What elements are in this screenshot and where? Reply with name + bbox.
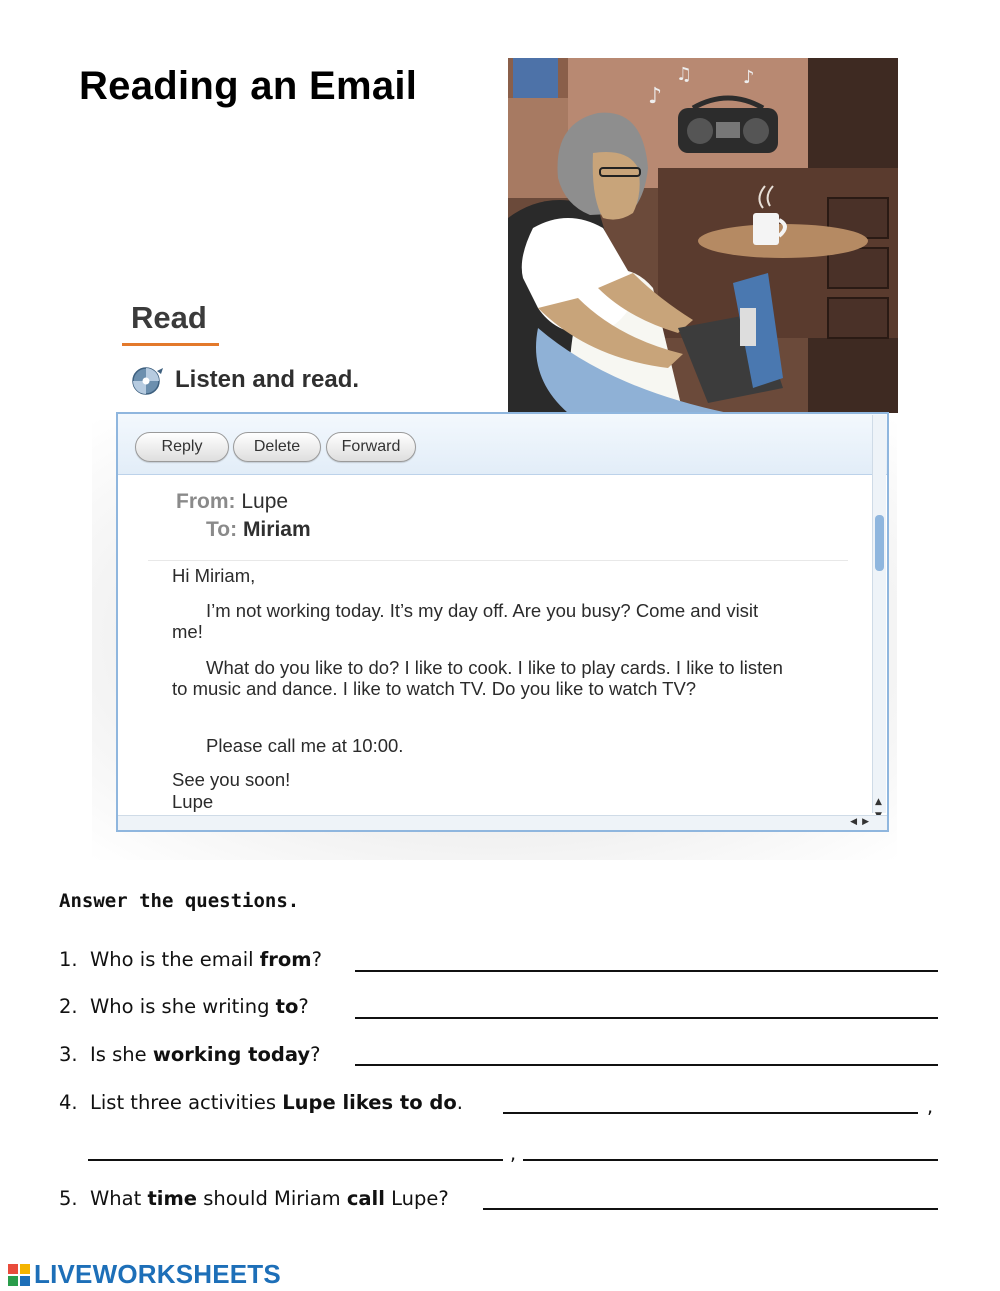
- question-end: ?: [311, 948, 322, 971]
- question-text: Is she: [90, 1043, 153, 1066]
- question-keyword: to: [275, 995, 299, 1018]
- listen-label: Listen and read.: [175, 366, 360, 393]
- audio-cd-icon[interactable]: [131, 365, 165, 395]
- answer-line-4a[interactable]: [503, 1112, 918, 1114]
- answer-line-4c[interactable]: [523, 1159, 938, 1161]
- email-paragraph-1: I’m not working today. It’s my day off. Are you busy? Come and visit me!: [172, 600, 759, 642]
- question-keyword: from: [259, 948, 312, 971]
- question-3: [59, 1043, 320, 1066]
- question-5: [59, 1187, 449, 1210]
- scroll-right-arrow-icon[interactable]: ▶: [862, 817, 869, 827]
- email-closing: See you soon!: [172, 769, 291, 790]
- brand-name: LIVEWORKSHEETS: [34, 1259, 281, 1289]
- question-4: [59, 1091, 463, 1114]
- question-number: 3.: [59, 1043, 78, 1066]
- question-number: 1.: [59, 948, 78, 971]
- heading-underline: [122, 343, 219, 346]
- header-divider: [148, 560, 848, 561]
- svg-text:♪: ♪: [743, 67, 755, 88]
- answer-line-2[interactable]: [355, 1017, 938, 1019]
- question-end: ?: [298, 995, 309, 1018]
- answer-line-3[interactable]: [355, 1064, 938, 1066]
- question-1: [59, 948, 322, 971]
- vertical-scrollbar[interactable]: [872, 415, 886, 813]
- read-heading: Read: [131, 300, 207, 335]
- email-greeting: Hi Miriam,: [172, 565, 256, 586]
- liveworksheets-icon: [8, 1264, 30, 1286]
- email-toolbar: [118, 414, 887, 475]
- horizontal-scrollbar[interactable]: [118, 815, 887, 830]
- email-window: [116, 412, 889, 832]
- answer-line-4b[interactable]: [88, 1159, 503, 1161]
- to-value: Miriam: [242, 518, 311, 541]
- scroll-thumb[interactable]: [875, 515, 884, 571]
- comma-separator: ,: [927, 1096, 934, 1118]
- question-end: Lupe?: [384, 1187, 449, 1210]
- scroll-up-arrow-icon[interactable]: ▲: [875, 797, 882, 807]
- questions-instruction: Answer the questions.: [59, 890, 300, 912]
- woman-laptop-illustration: [508, 58, 898, 413]
- question-text: Who is she writing: [90, 995, 276, 1018]
- comma-separator: ,: [510, 1143, 517, 1165]
- question-text: List three activities: [90, 1091, 283, 1114]
- question-keyword: time: [147, 1187, 198, 1210]
- to-row: [206, 518, 311, 542]
- question-keyword: Lupe likes to do: [282, 1091, 457, 1114]
- from-label: From:: [176, 490, 236, 513]
- svg-text:♫: ♫: [676, 64, 693, 85]
- delete-button[interactable]: Delete: [233, 432, 321, 462]
- email-paragraph-2: What do you like to do? I like to cook. I like to play cards. I like to listen to music and dance. I like to watch TV. Do you like to watch TV?: [172, 657, 783, 699]
- email-paragraph-3: Please call me at 10:00.: [206, 735, 404, 756]
- question-text: should Miriam: [197, 1187, 347, 1210]
- from-value: Lupe: [241, 490, 289, 513]
- liveworksheets-logo[interactable]: [8, 1259, 281, 1290]
- question-number: 4.: [59, 1091, 78, 1114]
- answer-line-1[interactable]: [355, 970, 938, 972]
- reply-button[interactable]: Reply: [135, 432, 229, 462]
- page-title: Reading an Email: [79, 64, 418, 108]
- from-row: [176, 490, 288, 514]
- question-text: Who is the email: [90, 948, 260, 971]
- question-keyword: working today: [152, 1043, 311, 1066]
- question-end: ?: [310, 1043, 321, 1066]
- question-text: What: [90, 1187, 148, 1210]
- question-number: 5.: [59, 1187, 78, 1210]
- question-end: .: [456, 1091, 463, 1114]
- question-2: [59, 995, 309, 1018]
- listen-instruction: [131, 365, 359, 395]
- svg-text:♪: ♪: [648, 84, 663, 109]
- forward-button[interactable]: Forward: [326, 432, 416, 462]
- scroll-left-arrow-icon[interactable]: ◀: [850, 817, 857, 827]
- to-label: To:: [206, 518, 238, 541]
- answer-line-5[interactable]: [483, 1208, 938, 1210]
- question-number: 2.: [59, 995, 78, 1018]
- email-signature: Lupe: [172, 791, 214, 812]
- question-keyword: call: [346, 1187, 385, 1210]
